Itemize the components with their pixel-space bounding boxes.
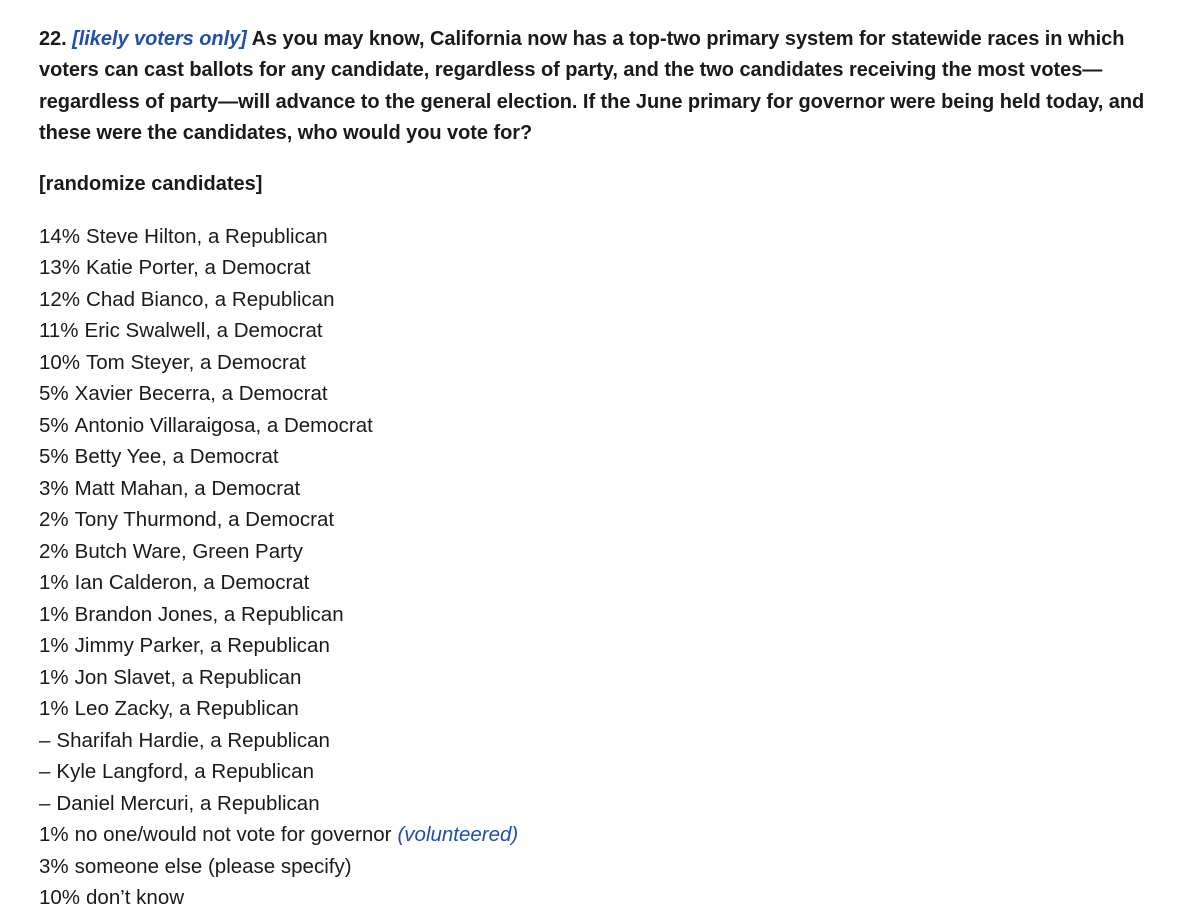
result-label: Antonio Villaraigosa, a Democrat bbox=[74, 413, 373, 437]
result-percentage: 2% bbox=[39, 539, 69, 563]
result-label: Xavier Becerra, a Democrat bbox=[74, 382, 328, 406]
randomize-instruction: [randomize candidates] bbox=[39, 172, 263, 195]
result-percentage: 1% bbox=[39, 823, 69, 847]
result-percentage: 1% bbox=[39, 571, 69, 595]
result-label: Steve Hilton, a Republican bbox=[86, 224, 328, 248]
result-percentage: 5% bbox=[39, 413, 69, 437]
result-label: Eric Swalwell, a Democrat bbox=[84, 319, 323, 343]
question-condition: [likely voters only] bbox=[72, 28, 247, 50]
result-percentage: 11% bbox=[39, 319, 79, 343]
result-percentage: 1% bbox=[39, 634, 69, 658]
result-percentage: 5% bbox=[39, 382, 69, 406]
result-row bbox=[39, 725, 1170, 757]
result-label: no one/would not vote for governor bbox=[74, 823, 392, 847]
result-percentage: 1% bbox=[39, 697, 69, 721]
result-label: Butch Ware, Green Party bbox=[74, 539, 303, 563]
result-label: Brandon Jones, a Republican bbox=[74, 602, 344, 626]
result-label: Leo Zacky, a Republican bbox=[74, 697, 299, 721]
result-row bbox=[39, 410, 1170, 442]
result-label: Betty Yee, a Democrat bbox=[74, 445, 279, 469]
result-percentage: 10% bbox=[39, 350, 81, 374]
result-row bbox=[39, 788, 1170, 820]
result-label: someone else (please specify) bbox=[74, 854, 352, 878]
result-label: Jimmy Parker, a Republican bbox=[74, 634, 330, 658]
result-row bbox=[39, 221, 1170, 253]
result-row bbox=[39, 252, 1170, 284]
result-percentage: 12% bbox=[39, 287, 81, 311]
result-note: (volunteered) bbox=[397, 823, 519, 847]
result-row bbox=[39, 315, 1170, 347]
result-percentage: 3% bbox=[39, 854, 69, 878]
results-list bbox=[39, 221, 1170, 914]
result-row bbox=[39, 473, 1170, 505]
result-label: Ian Calderon, a Democrat bbox=[74, 571, 310, 595]
result-percentage: 1% bbox=[39, 602, 69, 626]
result-row bbox=[39, 630, 1170, 662]
result-row bbox=[39, 882, 1170, 914]
result-label: Daniel Mercuri, a Republican bbox=[56, 791, 320, 815]
result-percentage: 1% bbox=[39, 665, 69, 689]
result-label: Katie Porter, a Democrat bbox=[86, 256, 311, 280]
result-label: don’t know bbox=[86, 886, 185, 910]
result-row bbox=[39, 662, 1170, 694]
result-percentage: – bbox=[39, 728, 51, 752]
result-row bbox=[39, 441, 1170, 473]
result-label: Matt Mahan, a Democrat bbox=[74, 476, 301, 500]
result-row bbox=[39, 284, 1170, 316]
result-percentage: – bbox=[39, 760, 51, 784]
result-row bbox=[39, 756, 1170, 788]
result-percentage: 2% bbox=[39, 508, 69, 532]
result-row bbox=[39, 819, 1170, 851]
result-percentage: 13% bbox=[39, 256, 81, 280]
result-label: Jon Slavet, a Republican bbox=[74, 665, 302, 689]
result-row bbox=[39, 851, 1170, 883]
result-row bbox=[39, 536, 1170, 568]
result-row bbox=[39, 693, 1170, 725]
result-label: Tony Thurmond, a Democrat bbox=[74, 508, 335, 532]
result-row bbox=[39, 504, 1170, 536]
result-row bbox=[39, 378, 1170, 410]
question-body: As you may know, California now has a top-two primary system for statewide races in which voters can cast ballots for any candidate, regardless of party, and the two candidates receiving the most votes—regardless of party—will advance to the general election. If the June primary for governor were being held today, and these were the candidates, who would you vote for? bbox=[39, 28, 1145, 145]
result-percentage: 3% bbox=[39, 476, 69, 500]
result-percentage: 5% bbox=[39, 445, 69, 469]
question-text-block bbox=[39, 24, 1170, 150]
result-row bbox=[39, 567, 1170, 599]
result-label: Tom Steyer, a Democrat bbox=[86, 350, 306, 374]
result-percentage: 14% bbox=[39, 224, 81, 248]
result-label: Chad Bianco, a Republican bbox=[86, 287, 335, 311]
result-label: Sharifah Hardie, a Republican bbox=[56, 728, 330, 752]
result-percentage: – bbox=[39, 791, 51, 815]
result-row bbox=[39, 599, 1170, 631]
question-number: 22. bbox=[39, 28, 67, 50]
result-row bbox=[39, 347, 1170, 379]
result-label: Kyle Langford, a Republican bbox=[56, 760, 314, 784]
result-percentage: 10% bbox=[39, 886, 81, 910]
